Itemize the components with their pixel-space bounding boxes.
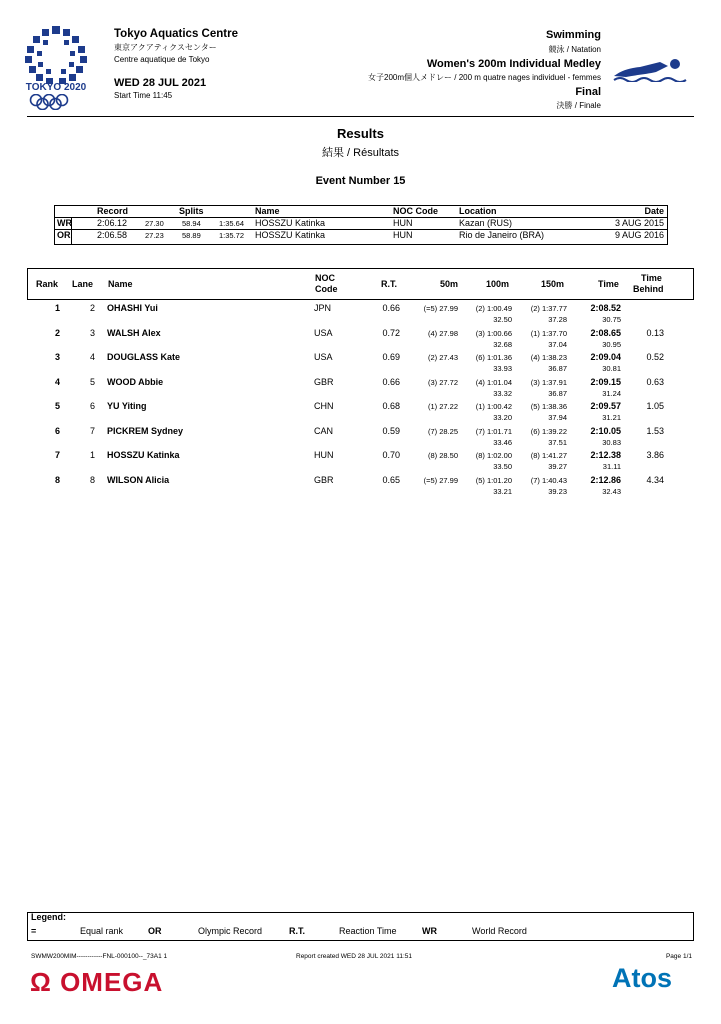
result-m150: (7) 1:40.43 [530, 475, 567, 485]
result-m100: (7) 1:01.71 [475, 426, 512, 436]
result-time: 2:08.52 [590, 303, 621, 313]
result-lane: 3 [90, 327, 96, 338]
record-split: 27.23 [145, 231, 164, 240]
result-m50: (8) 28.50 [427, 451, 458, 460]
result-noc: CHN [314, 401, 334, 411]
header-noc: NOC [315, 273, 335, 283]
result-behind: 1.53 [646, 425, 664, 436]
result-m150: (2) 1:37.77 [530, 304, 567, 313]
sport-subtitle: 競泳 / Natation [548, 45, 601, 54]
result-name: YU Yiting [107, 401, 147, 411]
result-time: 2:09.15 [590, 376, 621, 387]
swimming-pictogram-icon [612, 56, 690, 82]
result-noc: CAN [314, 425, 334, 436]
records-header-noc: NOC Code [393, 206, 438, 216]
result-split-m150s: 37.94 [548, 413, 567, 422]
result-split-m150s: 36.87 [548, 388, 567, 398]
result-split-m150s: 39.23 [548, 486, 567, 496]
header-time-behind: Time [641, 273, 662, 283]
report-code: SWMW200MIM------------FNL-000100--_73A1 1 [31, 953, 168, 960]
header-lane: Lane [72, 279, 94, 289]
records-header-date: Date [644, 206, 664, 216]
event-title: Women's 200m Individual Medley [426, 58, 601, 70]
result-split-m100s: 33.46 [493, 437, 512, 447]
result-m100: (8) 1:02.00 [475, 451, 512, 460]
sport-title: Swimming [545, 29, 601, 41]
result-split-m150s: 37.04 [548, 339, 567, 349]
record-time: 2:06.58 [97, 230, 128, 240]
records-header-name: Name [255, 206, 280, 216]
result-split-m150s: 37.28 [548, 315, 567, 324]
result-time: 2:09.04 [590, 352, 621, 362]
header-100m: 100m [486, 279, 510, 289]
omega-logo: Ω OMEGA [30, 967, 164, 997]
result-rank: 1 [55, 303, 61, 313]
header-rank: Rank [36, 279, 59, 289]
result-name: OHASHI Yui [107, 303, 158, 313]
result-split-m150s: 37.51 [548, 437, 567, 447]
result-split-m150s: 39.27 [548, 462, 567, 471]
result-rank: 4 [55, 376, 61, 387]
records-header-splits: Splits [179, 206, 204, 216]
venue-french: Centre aquatique de Tokyo [114, 55, 210, 64]
logo-text: TOKYO 2020 [25, 82, 87, 93]
result-rt: 0.59 [382, 425, 400, 436]
record-noc: HUN [393, 218, 413, 228]
result-rank: 3 [55, 352, 61, 362]
result-split-times: 30.75 [602, 315, 621, 324]
result-m150: (1) 1:37.70 [530, 328, 567, 338]
header-divider [27, 116, 694, 117]
result-m100: (4) 1:01.04 [475, 377, 512, 387]
record-type: WR [57, 218, 72, 228]
header-time: Time [598, 279, 619, 289]
result-lane: 6 [90, 401, 96, 411]
result-name: WALSH Alex [107, 327, 161, 338]
result-rank: 8 [55, 474, 61, 485]
result-m150: (3) 1:37.91 [530, 377, 567, 387]
records-header-location: Location [459, 206, 497, 216]
result-split-times: 31.24 [602, 388, 621, 398]
record-split: 58.89 [182, 231, 201, 240]
result-behind: 3.86 [646, 450, 664, 460]
result-lane: 4 [90, 352, 96, 362]
result-name: DOUGLASS Kate [107, 352, 181, 362]
page-number: Page 1/1 [665, 953, 692, 960]
result-behind: 0.13 [646, 327, 664, 338]
result-time: 2:12.86 [590, 474, 621, 485]
result-rt: 0.65 [382, 474, 400, 485]
result-time: 2:08.65 [590, 327, 621, 338]
result-time: 2:10.05 [590, 425, 621, 436]
result-split-m100s: 32.50 [493, 315, 512, 324]
result-noc: GBR [314, 474, 334, 485]
result-split-times: 30.81 [602, 364, 621, 373]
emblem-icon [22, 24, 90, 86]
result-split-m100s: 33.21 [493, 486, 512, 496]
record-type: OR [57, 230, 71, 240]
result-rt: 0.66 [382, 376, 400, 387]
header-code: Code [315, 284, 338, 294]
record-location: Rio de Janeiro (BRA) [459, 230, 545, 240]
results-header [27, 268, 694, 300]
header-50m: 50m [440, 279, 459, 289]
header-150m: 150m [541, 279, 565, 289]
result-name: HOSSZU Katinka [107, 450, 180, 460]
record-holder: HOSSZU Katinka [255, 218, 326, 228]
result-time: 2:12.38 [590, 450, 621, 460]
result-rank: 2 [55, 327, 61, 338]
event-number: Event Number 15 [315, 175, 406, 187]
result-m100: (1) 1:00.42 [475, 402, 512, 411]
legend-key: = [31, 926, 37, 936]
legend-desc: Reaction Time [339, 926, 397, 936]
result-behind: 0.52 [646, 352, 664, 362]
result-split-m100s: 33.50 [493, 462, 512, 471]
result-lane: 1 [90, 450, 96, 460]
result-m50: (4) 27.98 [427, 328, 458, 338]
venue-japanese: 東京アクアティクスセンター [114, 43, 217, 52]
result-time: 2:09.57 [590, 401, 621, 411]
result-m50: (3) 27.72 [427, 377, 458, 387]
result-split-m100s: 33.32 [493, 388, 512, 398]
legend-title: Legend: [31, 912, 66, 922]
legend-key: WR [422, 926, 437, 936]
record-split: 27.30 [145, 219, 164, 228]
result-behind: 4.34 [646, 474, 664, 485]
result-split-times: 32.43 [602, 486, 621, 496]
record-split: 58.94 [182, 219, 201, 228]
result-name: PICKREM Sydney [107, 425, 184, 436]
legend-key: OR [148, 926, 162, 936]
event-date: WED 28 JUL 2021 [114, 77, 207, 89]
result-lane: 8 [90, 474, 96, 485]
olympic-rings-icon [22, 94, 90, 110]
result-split-m100s: 32.68 [493, 339, 512, 349]
result-rt: 0.69 [382, 352, 400, 362]
result-split-times: 30.83 [602, 437, 621, 447]
result-noc: HUN [314, 450, 334, 460]
record-split: 1:35.64 [219, 219, 245, 228]
tokyo-2020-logo [22, 24, 90, 110]
result-name: WOOD Abbie [107, 376, 164, 387]
record-holder: HOSSZU Katinka [255, 230, 326, 240]
header-reaction-time: R.T. [381, 279, 398, 289]
result-split-times: 31.11 [602, 462, 621, 471]
result-lane: 5 [90, 376, 96, 387]
phase-subtitle: 決勝 / Finale [556, 101, 601, 110]
result-rt: 0.72 [382, 327, 400, 338]
result-rank: 6 [55, 425, 61, 436]
result-m50: (1) 27.22 [427, 402, 458, 411]
record-date: 9 AUG 2016 [614, 230, 664, 240]
result-m50: (7) 28.25 [427, 426, 458, 436]
legend-key: R.T. [289, 926, 306, 936]
result-rank: 7 [55, 450, 61, 460]
result-split-times: 31.21 [602, 413, 621, 422]
result-rt: 0.66 [382, 303, 400, 313]
results-subtitle: 結果 / Résultats [321, 147, 400, 159]
result-m100: (2) 1:00.49 [475, 304, 512, 313]
result-m50: (2) 27.43 [427, 353, 458, 362]
result-rt: 0.68 [382, 401, 400, 411]
legend-desc: Equal rank [80, 926, 124, 936]
result-lane: 2 [90, 303, 96, 313]
result-split-m100s: 33.20 [493, 413, 512, 422]
records-table [54, 205, 668, 245]
result-behind: 1.05 [646, 401, 664, 411]
result-m150: (6) 1:39.22 [530, 426, 567, 436]
result-m150: (5) 1:38.36 [530, 402, 567, 411]
atos-logo: Atos [612, 963, 672, 993]
result-m100: (5) 1:01.20 [475, 475, 512, 485]
legend-desc: World Record [472, 926, 527, 936]
result-rt: 0.70 [382, 450, 400, 460]
result-rank: 5 [55, 401, 61, 411]
result-split-times: 30.95 [602, 339, 621, 349]
result-lane: 7 [90, 425, 96, 436]
start-time: Start Time 11:45 [114, 91, 173, 100]
event-subtitle: 女子200m個人メドレー / 200 m quatre nages individuel - femmes [368, 73, 601, 82]
venue-title: Tokyo Aquatics Centre [114, 28, 238, 40]
header-name: Name [108, 279, 133, 289]
result-m100: (6) 1:01.36 [475, 353, 512, 362]
result-behind: 0.63 [646, 376, 664, 387]
legend-desc: Olympic Record [198, 926, 263, 936]
result-noc: USA [314, 327, 333, 338]
header-behind: Behind [633, 284, 664, 294]
record-split: 1:35.72 [219, 231, 245, 240]
record-noc: HUN [393, 230, 413, 240]
result-m150: (8) 1:41.27 [530, 451, 567, 460]
records-header-record: Record [97, 206, 129, 216]
result-split-m150s: 36.87 [548, 364, 567, 373]
phase-title: Final [575, 86, 601, 98]
result-split-m100s: 33.93 [493, 364, 512, 373]
result-noc: GBR [314, 376, 334, 387]
record-date: 3 AUG 2015 [614, 218, 664, 228]
result-m50: (=5) 27.99 [423, 475, 458, 485]
result-m150: (4) 1:38.23 [530, 353, 567, 362]
result-noc: JPN [314, 303, 332, 313]
record-location: Kazan (RUS) [459, 218, 513, 228]
result-m50: (=5) 27.99 [423, 304, 458, 313]
record-time: 2:06.12 [97, 218, 128, 228]
results-title: Results [337, 126, 384, 141]
result-noc: USA [314, 352, 333, 362]
report-created: Report created WED 28 JUL 2021 11:51 [296, 953, 412, 960]
result-name: WILSON Alicia [107, 474, 170, 485]
result-m100: (3) 1:00.66 [475, 328, 512, 338]
